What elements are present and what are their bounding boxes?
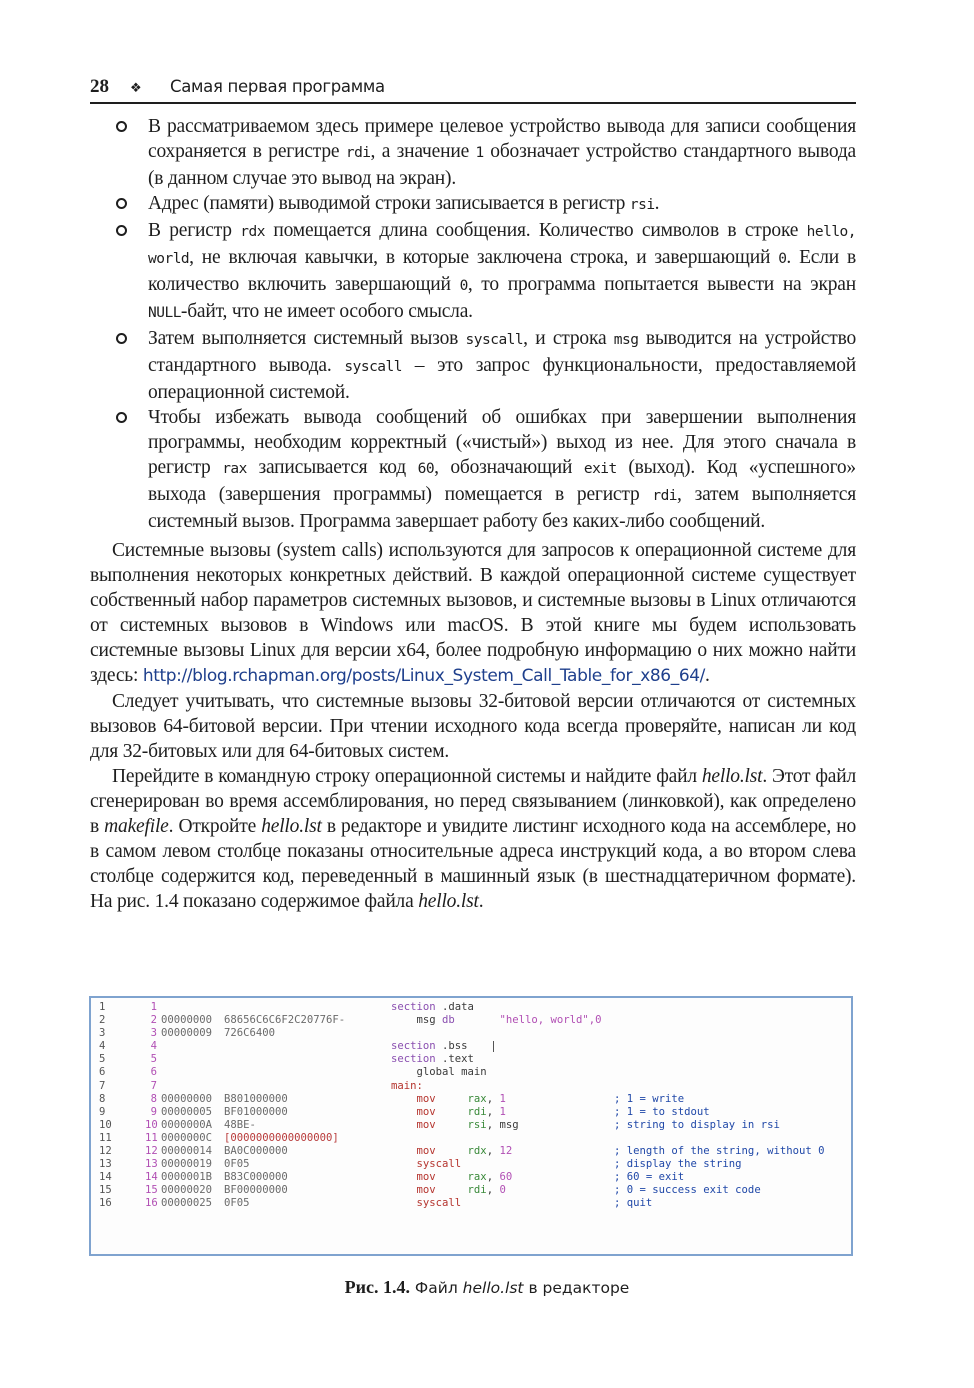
- offset-address: 00000005: [161, 1105, 213, 1118]
- caption-text: Файл: [409, 1279, 463, 1297]
- offset-address: 00000020: [161, 1184, 213, 1197]
- figure-caption: [0, 1277, 974, 1298]
- running-header: [90, 76, 856, 104]
- caption-label: Рис. 1.4.: [344, 1277, 410, 1297]
- text-run: выводится на устройство стандартного вывода.: [148, 328, 856, 376]
- text-run: .: [654, 193, 660, 214]
- code-token: [391, 1197, 417, 1209]
- text-run: (выход). Код «успешного» выхода (завершения программы) помещается в регистр: [148, 457, 856, 505]
- caption-text-end: в редакторе: [523, 1279, 630, 1297]
- bullet-circle-icon: [116, 225, 127, 236]
- editor-line-number: 9: [99, 1105, 106, 1118]
- inline-code: syscall: [465, 332, 524, 348]
- code-listing: [91, 1001, 851, 1211]
- machine-code: BA0C000000: [224, 1145, 288, 1158]
- code-token: [455, 1014, 500, 1026]
- code-token: rdi: [467, 1105, 487, 1118]
- code-token: msg: [391, 1014, 443, 1027]
- code-token: section: [391, 1053, 436, 1066]
- code-comment: ; 0 = success exit code: [614, 1184, 761, 1197]
- editor-line-number: 8: [99, 1092, 106, 1105]
- source-code: [391, 1106, 506, 1119]
- code-token: [436, 1093, 468, 1105]
- code-token: global main: [391, 1066, 487, 1079]
- code-token: [391, 1145, 417, 1157]
- editor-line-number: 7: [99, 1079, 106, 1092]
- code-token: .bss: [435, 1040, 494, 1053]
- listing-line-number: 12: [145, 1145, 158, 1158]
- code-token: mov: [416, 1184, 436, 1197]
- listing-row: [91, 1080, 851, 1093]
- italic-filename: hello.lst: [701, 766, 763, 787]
- machine-code: 68656C6C6F2C20776F-: [224, 1014, 346, 1027]
- bullet-item: [90, 218, 856, 326]
- code-token: [391, 1171, 417, 1183]
- reference-link[interactable]: http://blog.rchapman.org/posts/Linux_System_Call_Table_for_x86_64/: [142, 666, 705, 686]
- listing-row: [91, 1053, 851, 1066]
- listing-line-number: 3: [150, 1027, 157, 1040]
- listing-line-number: 9: [150, 1105, 157, 1118]
- text-run: , затем выполняется системный вызов. Программа завершает работу без каких-либо сообщений.: [148, 484, 856, 532]
- text-run: записывается код: [246, 457, 418, 478]
- source-code: [391, 1184, 506, 1197]
- listing-row: [91, 1014, 851, 1027]
- code-token: mov: [416, 1118, 436, 1131]
- code-token: 0: [499, 1184, 506, 1197]
- code-comment: ; 1 = to stdout: [614, 1105, 710, 1118]
- editor-line-number: 16: [99, 1197, 112, 1210]
- code-token: [436, 1145, 468, 1157]
- listing-line-number: 5: [150, 1053, 157, 1066]
- text-run: , и строка: [523, 328, 614, 349]
- machine-code: 726C6400: [224, 1027, 276, 1040]
- code-comment: ; string to display in rsi: [614, 1118, 780, 1131]
- editor-line-number: 12: [99, 1145, 112, 1158]
- editor-line-number: 13: [99, 1158, 112, 1171]
- offset-address: 0000000A: [161, 1118, 213, 1131]
- paragraph: [90, 538, 856, 689]
- code-comment: ; 1 = write: [614, 1092, 685, 1105]
- text-run: Чтобы избежать вывода сообщений об ошибках при завершении выполнения программы, необходим корректный («чистый») выход из нее. Для этого сначала в регистр: [148, 407, 856, 478]
- code-token: ,: [486, 1105, 500, 1118]
- text-run: , не включая кавычки, в которые заключена строка, и завершающий: [189, 247, 779, 268]
- code-token: rdi: [467, 1184, 487, 1197]
- code-token: [436, 1184, 468, 1196]
- source-code: [391, 1001, 474, 1014]
- code-token: [391, 1158, 417, 1170]
- italic-filename: hello.lst: [261, 816, 322, 837]
- editor-line-number: 1: [99, 1001, 106, 1013]
- editor-line-number: 5: [99, 1053, 106, 1066]
- page-number: 28: [90, 76, 109, 97]
- source-code: [391, 1053, 474, 1066]
- listing-line-number: 13: [145, 1158, 158, 1171]
- code-token: rdx: [467, 1145, 487, 1158]
- inline-code: 0: [459, 278, 468, 294]
- inline-code: hello, world: [148, 224, 857, 267]
- text-run: , а значение: [370, 141, 476, 162]
- listing-line-number: 10: [145, 1118, 158, 1131]
- listing-row: [91, 1158, 851, 1171]
- inline-code: syscall: [344, 359, 402, 375]
- text-cursor: [493, 1041, 494, 1052]
- text-run: . Этот файл сгенерирован во время ассемблирования, но перед связыванием (линковкой), как определено в: [90, 766, 856, 837]
- text-run: , то программа попытается вывести на экран: [467, 274, 856, 295]
- code-token: "hello, world",0: [499, 1014, 602, 1027]
- editor-line-number: 11: [99, 1131, 112, 1144]
- listing-line-number: 16: [145, 1197, 158, 1210]
- editor-line-number: 14: [99, 1171, 112, 1184]
- inline-code: 0: [778, 251, 787, 267]
- text-run: Адрес (памяти) выводимой строки записывается в регистр: [148, 193, 630, 214]
- code-token: section: [391, 1001, 436, 1013]
- listing-row: [91, 1040, 851, 1053]
- text-run: . Откройте: [168, 816, 262, 837]
- text-run: обозначает устройство стандартного вывода (в данном случае это вывод на экран).: [148, 141, 856, 189]
- text-run: Перейдите в командную строку операционной системы и найдите файл: [112, 766, 702, 787]
- code-token: [391, 1093, 417, 1105]
- source-code: [391, 1066, 487, 1079]
- editor-line-number: 15: [99, 1184, 112, 1197]
- code-token: 60: [499, 1171, 513, 1184]
- offset-address: 00000025: [161, 1197, 213, 1210]
- code-comment: ; length of the string, without 0: [614, 1145, 825, 1158]
- bullet-circle-icon: [116, 333, 127, 344]
- code-token: syscall: [416, 1197, 462, 1210]
- listing-figure: [89, 996, 853, 1256]
- listing-row: [91, 1027, 851, 1040]
- code-token: main:: [391, 1079, 423, 1092]
- paragraph: [90, 689, 856, 764]
- code-token: rsi: [467, 1118, 487, 1131]
- offset-address: 00000019: [161, 1158, 213, 1171]
- listing-line-number: 8: [150, 1092, 157, 1105]
- paragraph: [90, 764, 856, 914]
- listing-row: [91, 1066, 851, 1079]
- inline-code: rdi: [652, 488, 678, 504]
- code-token: ,: [486, 1184, 500, 1197]
- bullet-circle-icon: [116, 121, 127, 132]
- offset-address: 0000000C: [161, 1131, 213, 1144]
- code-token: rax: [467, 1171, 487, 1184]
- inline-code: rsi: [629, 197, 655, 213]
- bullet-circle-icon: [116, 412, 127, 423]
- source-code: [391, 1197, 461, 1210]
- bullet-item: [90, 405, 856, 534]
- text-run: . Если в количество включить завершающий: [148, 247, 856, 295]
- paragraph-list: [90, 538, 856, 914]
- code-token: syscall: [416, 1158, 462, 1171]
- listing-line-number: 4: [150, 1040, 157, 1053]
- text-run: .: [478, 891, 484, 912]
- editor-line-number: 10: [99, 1118, 112, 1131]
- listing-line-number: 6: [150, 1066, 157, 1079]
- inline-code: 60: [417, 461, 435, 477]
- inline-code: rdx: [240, 224, 265, 240]
- listing-row: [91, 1184, 851, 1197]
- italic-filename: hello.lst: [418, 891, 479, 912]
- text-run: В рассматриваемом здесь примере целевое устройство вывода для записи сообщения сохраняется в регистре: [148, 116, 856, 162]
- code-token: , msg: [486, 1118, 519, 1131]
- machine-code: 0F05: [224, 1197, 250, 1210]
- code-token: [391, 1106, 417, 1118]
- offset-address: 00000000: [161, 1014, 213, 1027]
- inline-code: msg: [613, 332, 639, 348]
- source-code: [391, 1119, 519, 1132]
- offset-address: 00000000: [161, 1092, 213, 1105]
- editor-line-number: 3: [99, 1027, 106, 1040]
- code-token: ,: [486, 1092, 500, 1105]
- source-code: [391, 1014, 602, 1027]
- listing-row: [91, 1171, 851, 1184]
- source-code: [391, 1158, 461, 1171]
- machine-code: [0000000000000000]: [224, 1131, 339, 1144]
- inline-code: NULL: [148, 305, 181, 321]
- source-code: [391, 1171, 512, 1184]
- book-page: [90, 76, 856, 914]
- code-token: 1: [499, 1092, 506, 1105]
- source-code: [391, 1145, 512, 1158]
- offset-address: 00000009: [161, 1027, 213, 1040]
- editor-line-number: 4: [99, 1040, 106, 1053]
- listing-line-number: 7: [150, 1079, 157, 1092]
- text-run: в редакторе и увидите листинг исходного кода на ассемблере, но в самом левом столбце показаны относительные адреса инструкций кода, а во втором слева столбце содержится код, переведенный в машинный язык (в шестнадцатеричном формате). На рис. 1.4 показано содержимое файла: [90, 816, 857, 912]
- code-token: db: [442, 1014, 455, 1027]
- inline-code: 1: [475, 145, 484, 161]
- source-code: [391, 1093, 506, 1106]
- text-run: Следует учитывать, что системные вызовы 32-битовой версии отличаются от системных вызовов 64-битовой версии. При чтении исходного кода всегда проверяйте, написан ли код для 32-битовых или для 64-битовых систем.: [90, 691, 856, 762]
- offset-address: 0000001B: [161, 1171, 213, 1184]
- code-token: ,: [486, 1145, 500, 1158]
- code-token: 1: [499, 1105, 506, 1118]
- listing-row: [91, 1001, 851, 1014]
- code-comment: ; 60 = exit: [614, 1171, 685, 1184]
- inline-code: exit: [583, 461, 617, 477]
- machine-code: B801000000: [224, 1092, 288, 1105]
- bullet-item: [90, 191, 856, 218]
- code-comment: ; quit: [614, 1197, 653, 1210]
- body-text: [90, 114, 856, 914]
- machine-code: B83C000000: [224, 1171, 288, 1184]
- listing-line-number: 14: [145, 1171, 158, 1184]
- text-run: – это запрос функциональности, предоставляемой операционной системой.: [148, 355, 856, 403]
- text-run: В регистр: [148, 220, 241, 241]
- code-token: mov: [416, 1092, 436, 1105]
- bullet-list: [90, 114, 856, 534]
- code-token: .data: [435, 1001, 474, 1013]
- source-code: [391, 1080, 423, 1093]
- editor-line-number: 6: [99, 1066, 106, 1079]
- code-token: [436, 1171, 468, 1183]
- chapter-title: Самая первая программа: [170, 77, 385, 96]
- editor-line-number: 2: [99, 1014, 106, 1027]
- text-run: -байт, что не имеет особого смысла.: [180, 301, 473, 322]
- machine-code: BF01000000: [224, 1105, 288, 1118]
- listing-row: [91, 1093, 851, 1106]
- machine-code: 0F05: [224, 1158, 250, 1171]
- text-run: помещается длина сообщения. Количество символов в строке: [264, 220, 807, 241]
- listing-line-number: 15: [145, 1184, 158, 1197]
- listing-row: [91, 1145, 851, 1158]
- code-token: 12: [499, 1145, 513, 1158]
- bullet-item: [90, 326, 856, 405]
- listing-line-number: 1: [150, 1001, 157, 1013]
- listing-line-number: 2: [150, 1014, 157, 1027]
- text-run: Затем выполняется системный вызов: [148, 328, 466, 349]
- code-token: mov: [416, 1171, 436, 1184]
- caption-filename: hello.lst: [462, 1279, 524, 1297]
- code-token: ,: [486, 1171, 500, 1184]
- code-token: [391, 1119, 417, 1131]
- code-token: rax: [467, 1092, 487, 1105]
- listing-row: [91, 1119, 851, 1132]
- bullet-circle-icon: [116, 198, 127, 209]
- listing-row: [91, 1132, 851, 1145]
- inline-code: rdi: [345, 145, 371, 161]
- machine-code: 48BE-: [224, 1118, 256, 1131]
- offset-address: 00000014: [161, 1145, 213, 1158]
- text-run: .: [704, 665, 710, 686]
- code-token: [391, 1184, 417, 1196]
- listing-line-number: 11: [145, 1131, 158, 1144]
- source-code: [391, 1040, 494, 1053]
- code-token: mov: [416, 1145, 436, 1158]
- italic-filename: makefile: [104, 816, 169, 837]
- text-run: Системные вызовы (system calls) используются для запросов к операционной системе для выполнения некоторых конкретных действий. В каждой операционной системе существует собственный набор параметров системных вызовов, и системные вызовы в Linux отличаются от системных вызовов в Windows или macOS. В этой книге мы будем использовать системные вызовы Linux для версии x64, более подробную информацию о них можно найти здесь:: [90, 540, 856, 686]
- bullet-item: [90, 114, 856, 191]
- ornament-icon: ❖: [130, 81, 142, 96]
- code-token: .text: [435, 1053, 474, 1066]
- machine-code: BF00000000: [224, 1184, 288, 1197]
- code-token: [436, 1119, 468, 1131]
- code-comment: ; display the string: [614, 1158, 742, 1171]
- text-run: , обозначающий: [434, 457, 584, 478]
- code-token: section: [391, 1040, 436, 1053]
- code-token: [436, 1106, 468, 1118]
- listing-row: [91, 1106, 851, 1119]
- code-token: mov: [416, 1105, 436, 1118]
- listing-row: [91, 1197, 851, 1210]
- inline-code: rax: [222, 461, 247, 477]
